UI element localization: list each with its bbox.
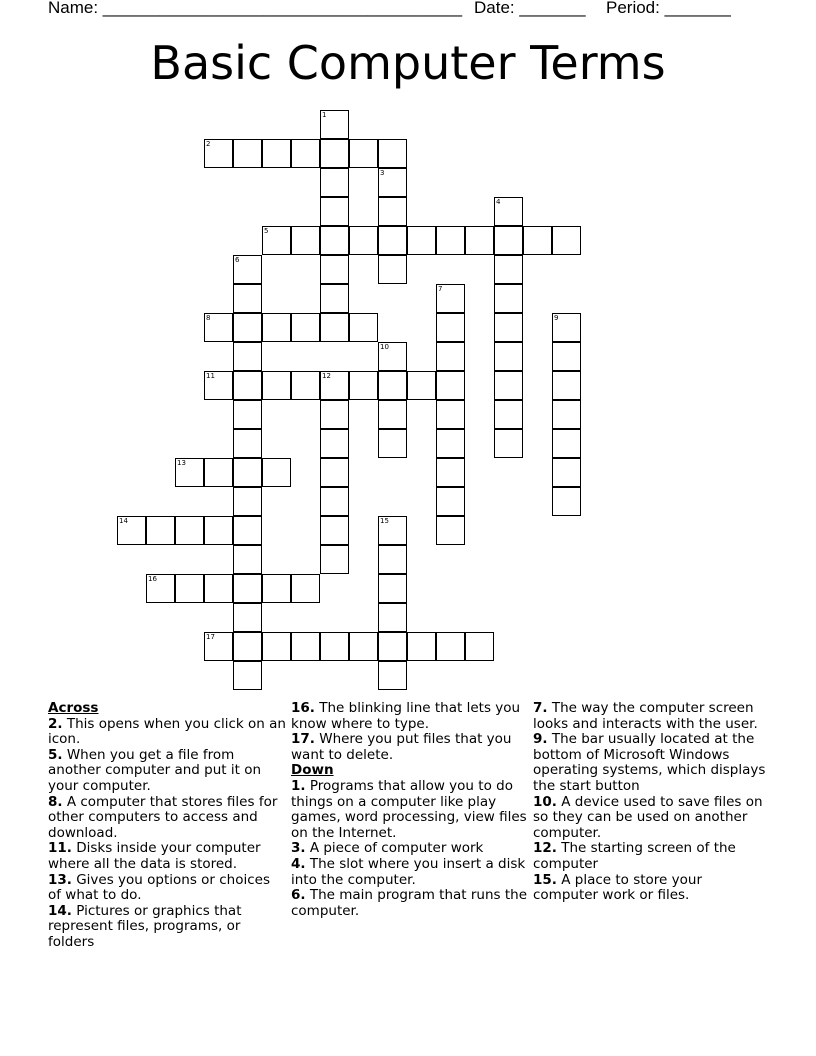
grid-cell[interactable]: [436, 458, 465, 487]
clue-number: 4: [496, 198, 501, 206]
grid-cell[interactable]: [233, 661, 262, 690]
grid-cell[interactable]: [146, 574, 175, 603]
clue-text: A place to store your computer work or files.: [533, 871, 702, 904]
clue-text: A computer that stores files for other computers to access and download.: [48, 793, 278, 841]
clue-number-label: 12.: [533, 840, 557, 857]
grid-cell[interactable]: [407, 632, 436, 661]
grid-cell[interactable]: [233, 284, 262, 313]
grid-cell[interactable]: [233, 545, 262, 574]
clue-item: [533, 795, 771, 842]
grid-cell[interactable]: [407, 371, 436, 400]
grid-cell[interactable]: [233, 255, 262, 284]
clue-item: [48, 873, 286, 904]
grid-cell[interactable]: [233, 603, 262, 632]
clue-column-2: [291, 701, 529, 919]
clue-item: [48, 717, 286, 748]
clue-column-3: [533, 701, 771, 904]
grid-cell[interactable]: [233, 458, 262, 487]
grid-cell[interactable]: [378, 197, 407, 226]
grid-cell[interactable]: [552, 487, 581, 516]
clue-number-label: 1.: [291, 777, 306, 794]
clue-number: 6: [235, 256, 240, 264]
grid-cell[interactable]: [349, 632, 378, 661]
clue-item: [533, 732, 771, 794]
clue-number: 10: [380, 343, 389, 351]
grid-cell[interactable]: [320, 458, 349, 487]
clue-number: 12: [322, 372, 331, 380]
grid-cell[interactable]: [349, 226, 378, 255]
grid-cell[interactable]: [320, 516, 349, 545]
clue-text: A piece of computer work: [309, 840, 484, 857]
grid-cell[interactable]: [465, 226, 494, 255]
clue-number: 15: [380, 517, 389, 525]
clue-number-label: 3.: [291, 840, 306, 857]
clue-text: When you get a file from another computer and put it on your computer.: [48, 746, 262, 794]
grid-cell[interactable]: [552, 371, 581, 400]
clue-item: [48, 795, 286, 842]
grid-cell[interactable]: [117, 516, 146, 545]
clue-text: A device used to save files on so they can be used on another computer.: [533, 793, 763, 841]
clue-number-label: 14.: [48, 902, 72, 919]
grid-cell[interactable]: [262, 458, 291, 487]
grid-cell[interactable]: [378, 226, 407, 255]
grid-cell[interactable]: [320, 110, 349, 139]
clue-item: [48, 841, 286, 872]
grid-cell[interactable]: [378, 139, 407, 168]
grid-cell[interactable]: [204, 313, 233, 342]
clue-number: 9: [554, 314, 559, 322]
grid-cell[interactable]: [552, 400, 581, 429]
grid-cell[interactable]: [291, 139, 320, 168]
grid-cell[interactable]: [378, 516, 407, 545]
grid-cell[interactable]: [436, 284, 465, 313]
clue-item: [291, 888, 529, 919]
grid-cell[interactable]: [233, 313, 262, 342]
grid-cell[interactable]: [552, 429, 581, 458]
grid-cell[interactable]: [262, 139, 291, 168]
grid-cell[interactable]: [494, 313, 523, 342]
grid-cell[interactable]: [349, 371, 378, 400]
grid-cell[interactable]: [378, 371, 407, 400]
clue-number: 17: [206, 633, 215, 641]
grid-cell[interactable]: [494, 226, 523, 255]
page-title: Basic Computer Terms: [150, 36, 666, 90]
grid-cell[interactable]: [494, 255, 523, 284]
grid-cell[interactable]: [436, 487, 465, 516]
clue-number-label: 2.: [48, 715, 63, 732]
grid-cell[interactable]: [436, 400, 465, 429]
grid-cell[interactable]: [262, 632, 291, 661]
grid-cell[interactable]: [262, 226, 291, 255]
grid-cell[interactable]: [436, 371, 465, 400]
grid-cell[interactable]: [291, 632, 320, 661]
clue-item: [48, 748, 286, 795]
grid-cell[interactable]: [291, 226, 320, 255]
grid-cell[interactable]: [320, 197, 349, 226]
grid-cell[interactable]: [378, 342, 407, 371]
clue-text: This opens when you click on an icon.: [48, 715, 286, 748]
grid-cell[interactable]: [146, 516, 175, 545]
clue-text: The blinking line that lets you know where to type.: [291, 700, 521, 732]
across-heading: Across: [48, 700, 99, 716]
clue-item: [533, 701, 771, 732]
grid-cell[interactable]: [494, 371, 523, 400]
grid-cell[interactable]: [320, 371, 349, 400]
clue-number: 7: [438, 285, 443, 293]
clue-number-label: 17.: [291, 731, 315, 748]
clue-number-label: 15.: [533, 871, 557, 888]
grid-cell[interactable]: [436, 516, 465, 545]
clue-number-label: 4.: [291, 855, 306, 872]
clue-number: 13: [177, 459, 186, 467]
clue-item: [533, 841, 771, 872]
grid-cell[interactable]: [436, 342, 465, 371]
grid-cell[interactable]: [320, 429, 349, 458]
clue-column-1: [48, 701, 286, 951]
grid-cell[interactable]: [291, 313, 320, 342]
grid-cell[interactable]: [204, 516, 233, 545]
clue-number-label: 13.: [48, 871, 72, 888]
clue-item: [291, 701, 529, 732]
clue-item: [291, 857, 529, 888]
clue-text: Gives you options or choices of what to do.: [48, 871, 271, 904]
grid-cell[interactable]: [349, 139, 378, 168]
clue-text: Disks inside your computer where all the data is stored.: [48, 840, 261, 872]
grid-cell[interactable]: [175, 458, 204, 487]
down-heading: Down: [291, 762, 334, 779]
clue-number-label: 9.: [533, 731, 548, 748]
grid-cell[interactable]: [552, 313, 581, 342]
grid-cell[interactable]: [291, 574, 320, 603]
grid-cell[interactable]: [320, 487, 349, 516]
grid-cell[interactable]: [204, 139, 233, 168]
grid-cell[interactable]: [320, 168, 349, 197]
clue-number: 8: [206, 314, 211, 322]
grid-cell[interactable]: [320, 284, 349, 313]
grid-cell[interactable]: [407, 226, 436, 255]
grid-cell[interactable]: [175, 516, 204, 545]
clue-text: Pictures or graphics that represent files, programs, or folders: [48, 902, 242, 950]
clue-number: 5: [264, 227, 269, 235]
grid-cell[interactable]: [204, 458, 233, 487]
grid-cell[interactable]: [494, 197, 523, 226]
clue-item: [291, 779, 529, 841]
clue-number: 11: [206, 372, 215, 380]
grid-cell[interactable]: [175, 574, 204, 603]
clue-number-label: 7.: [533, 700, 548, 716]
clue-number-label: 5.: [48, 746, 63, 763]
grid-cell[interactable]: [349, 313, 378, 342]
clue-item: [48, 904, 286, 951]
grid-cell[interactable]: [320, 226, 349, 255]
grid-cell[interactable]: [378, 632, 407, 661]
grid-cell[interactable]: [320, 400, 349, 429]
grid-cell[interactable]: [320, 545, 349, 574]
grid-cell[interactable]: [204, 371, 233, 400]
grid-cell[interactable]: [436, 313, 465, 342]
grid-cell[interactable]: [233, 139, 262, 168]
grid-cell[interactable]: [436, 226, 465, 255]
grid-cell[interactable]: [262, 371, 291, 400]
grid-cell[interactable]: [291, 371, 320, 400]
grid-cell[interactable]: [378, 574, 407, 603]
period-field[interactable]: Period: _______: [606, 0, 731, 17]
grid-cell[interactable]: [494, 284, 523, 313]
grid-cell[interactable]: [552, 226, 581, 255]
grid-cell[interactable]: [552, 458, 581, 487]
grid-cell[interactable]: [378, 255, 407, 284]
grid-cell[interactable]: [378, 603, 407, 632]
grid-cell[interactable]: [523, 226, 552, 255]
grid-cell[interactable]: [320, 139, 349, 168]
grid-cell[interactable]: [262, 313, 291, 342]
clue-text: The main program that runs the computer.: [291, 887, 528, 919]
clue-text: The starting screen of the computer: [533, 840, 736, 872]
clue-text: The way the computer screen looks and interacts with the user.: [533, 700, 758, 732]
grid-cell[interactable]: [436, 429, 465, 458]
grid-cell[interactable]: [233, 632, 262, 661]
grid-cell[interactable]: [378, 400, 407, 429]
grid-cell[interactable]: [233, 574, 262, 603]
clue-number: 1: [322, 111, 327, 119]
clue-text: Where you put files that you want to delete.: [291, 731, 512, 763]
clue-text: Programs that allow you to do things on a computer like play games, word processing, view files on the Internet.: [291, 777, 527, 841]
name-field[interactable]: Name: ______________________________________: [48, 0, 463, 17]
clue-number: 2: [206, 140, 211, 148]
grid-cell[interactable]: [436, 632, 465, 661]
clue-number: 16: [148, 575, 157, 583]
grid-cell[interactable]: [494, 342, 523, 371]
grid-cell[interactable]: [378, 545, 407, 574]
grid-cell[interactable]: [320, 255, 349, 284]
grid-cell[interactable]: [552, 342, 581, 371]
date-field[interactable]: Date: _______: [474, 0, 586, 17]
grid-cell[interactable]: [204, 632, 233, 661]
grid-cell[interactable]: [378, 661, 407, 690]
grid-cell[interactable]: [204, 574, 233, 603]
grid-cell[interactable]: [494, 429, 523, 458]
grid-cell[interactable]: [233, 342, 262, 371]
clue-number-label: 8.: [48, 793, 63, 810]
grid-cell[interactable]: [378, 168, 407, 197]
clue-number-label: 16.: [291, 700, 315, 716]
grid-cell[interactable]: [320, 313, 349, 342]
grid-cell[interactable]: [233, 487, 262, 516]
grid-cell[interactable]: [320, 632, 349, 661]
clue-text: The slot where you insert a disk into the computer.: [291, 855, 526, 888]
clue-number: 14: [119, 517, 128, 525]
grid-cell[interactable]: [233, 429, 262, 458]
grid-cell[interactable]: [233, 400, 262, 429]
clue-text: The bar usually located at the bottom of Microsoft Windows operating systems, which displays the start button: [533, 731, 766, 794]
grid-cell[interactable]: [378, 429, 407, 458]
clue-item: [533, 873, 771, 904]
clue-number-label: 11.: [48, 840, 72, 857]
grid-cell[interactable]: [494, 400, 523, 429]
grid-cell[interactable]: [262, 574, 291, 603]
grid-cell[interactable]: [233, 516, 262, 545]
grid-cell[interactable]: [233, 371, 262, 400]
clue-item: [291, 732, 529, 763]
clue-number: 3: [380, 169, 385, 177]
clue-number-label: 6.: [291, 887, 306, 904]
grid-cell[interactable]: [465, 632, 494, 661]
clue-number-label: 10.: [533, 793, 557, 810]
clue-item: [291, 841, 529, 857]
